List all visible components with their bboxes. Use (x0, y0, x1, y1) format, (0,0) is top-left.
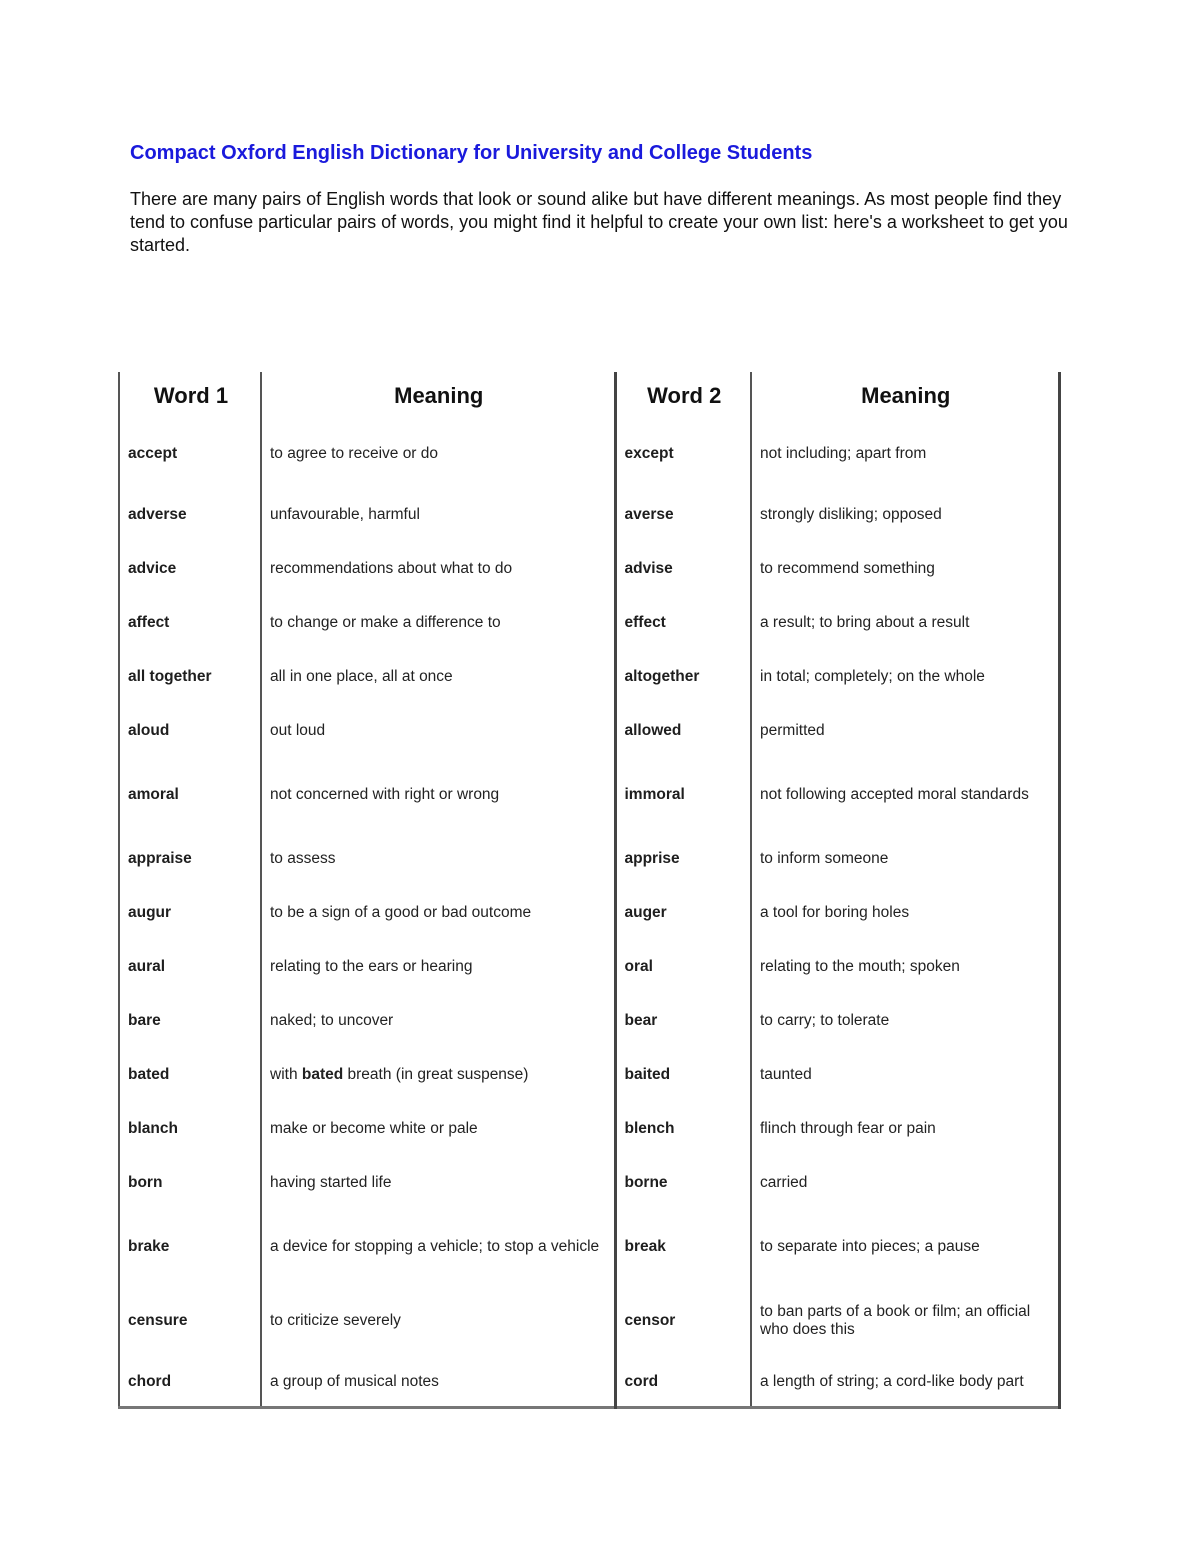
word1-cell: censure (119, 1284, 261, 1358)
word1-cell: affect (119, 596, 261, 650)
header-word1: Word 1 (119, 372, 261, 420)
meaning1-cell: having started life (261, 1156, 615, 1210)
word2-cell: immoral (615, 758, 751, 832)
table-row (119, 1048, 1059, 1102)
table-row (119, 1284, 1059, 1358)
table-row (119, 1210, 1059, 1284)
meaning2-cell: to carry; to tolerate (751, 994, 1059, 1048)
meaning1-suffix: breath (in great suspense) (343, 1066, 529, 1083)
meaning2-cell: carried (751, 1156, 1059, 1210)
word2-cell: altogether (615, 650, 751, 704)
meaning2-cell: permitted (751, 704, 1059, 758)
word1-cell: chord (119, 1358, 261, 1408)
table-row (119, 886, 1059, 940)
word1-cell: all together (119, 650, 261, 704)
header-word2: Word 2 (615, 372, 751, 420)
word1-cell: bated (119, 1048, 261, 1102)
word2-cell: averse (615, 488, 751, 542)
header-meaning2: Meaning (751, 372, 1059, 420)
word1-cell: amoral (119, 758, 261, 832)
word-pairs-table-container (118, 372, 1058, 1409)
word1-cell: aural (119, 940, 261, 994)
meaning2-cell: strongly disliking; opposed (751, 488, 1059, 542)
table-row (119, 1358, 1059, 1408)
word1-cell: advice (119, 542, 261, 596)
meaning2-cell: a length of string; a cord-like body part (751, 1358, 1059, 1408)
word2-cell: auger (615, 886, 751, 940)
meaning1-cell: to criticize severely (261, 1284, 615, 1358)
meaning2-cell: not including; apart from (751, 420, 1059, 488)
meaning1-cell: a device for stopping a vehicle; to stop a vehicle (261, 1210, 615, 1284)
table-row (119, 994, 1059, 1048)
word1-cell: accept (119, 420, 261, 488)
table-row (119, 832, 1059, 886)
word2-cell: baited (615, 1048, 751, 1102)
meaning1-cell: a group of musical notes (261, 1358, 615, 1408)
meaning2-cell: taunted (751, 1048, 1059, 1102)
table-row (119, 596, 1059, 650)
meaning2-cell: flinch through fear or pain (751, 1102, 1059, 1156)
table-header (119, 372, 1059, 420)
word2-cell: blench (615, 1102, 751, 1156)
header-meaning1: Meaning (261, 372, 615, 420)
meaning1-cell: make or become white or pale (261, 1102, 615, 1156)
meaning1-cell: not concerned with right or wrong (261, 758, 615, 832)
meaning2-cell: not following accepted moral standards (751, 758, 1059, 832)
meaning1-bold-word: bated (301, 1066, 344, 1083)
meaning1-cell: to agree to receive or do (261, 420, 615, 488)
word1-cell: brake (119, 1210, 261, 1284)
meaning2-cell: to ban parts of a book or film; an official who does this (751, 1284, 1059, 1358)
word2-cell: effect (615, 596, 751, 650)
word1-cell: bare (119, 994, 261, 1048)
meaning2-cell: to separate into pieces; a pause (751, 1210, 1059, 1284)
table-row (119, 650, 1059, 704)
meaning2-cell: to recommend something (751, 542, 1059, 596)
table-row (119, 758, 1059, 832)
page-title: Compact Oxford English Dictionary for University and College Students (130, 142, 813, 164)
table-row (119, 704, 1059, 758)
meaning1-cell: recommendations about what to do (261, 542, 615, 596)
meaning2-cell: a tool for boring holes (751, 886, 1059, 940)
word2-cell: break (615, 1210, 751, 1284)
word2-cell: borne (615, 1156, 751, 1210)
table-row (119, 488, 1059, 542)
meaning1-cell: unfavourable, harmful (261, 488, 615, 542)
table-row (119, 542, 1059, 596)
word1-cell: appraise (119, 832, 261, 886)
word2-cell: allowed (615, 704, 751, 758)
word2-cell: oral (615, 940, 751, 994)
word2-cell: censor (615, 1284, 751, 1358)
word2-cell: except (615, 420, 751, 488)
word2-cell: apprise (615, 832, 751, 886)
table-body (119, 420, 1059, 1408)
meaning1-cell (261, 1048, 615, 1102)
word1-cell: augur (119, 886, 261, 940)
meaning1-cell: relating to the ears or hearing (261, 940, 615, 994)
header-row (119, 372, 1059, 420)
word1-cell: born (119, 1156, 261, 1210)
table-row (119, 940, 1059, 994)
meaning1-cell: to change or make a difference to (261, 596, 615, 650)
word2-cell: cord (615, 1358, 751, 1408)
meaning2-cell: to inform someone (751, 832, 1059, 886)
word1-cell: adverse (119, 488, 261, 542)
meaning1-cell: out loud (261, 704, 615, 758)
word-pairs-table (118, 372, 1061, 1409)
meaning1-cell: to be a sign of a good or bad outcome (261, 886, 615, 940)
meaning1-cell: to assess (261, 832, 615, 886)
meaning2-cell: a result; to bring about a result (751, 596, 1059, 650)
table-row (119, 420, 1059, 488)
meaning1-prefix: with (270, 1066, 302, 1083)
table-row (119, 1156, 1059, 1210)
intro-paragraph: There are many pairs of English words that look or sound alike but have different meanings. As most people find they tend to confuse particular pairs of words, you might find it helpful to create your own list: here's a worksheet to get you started. (130, 189, 1068, 255)
meaning1-cell: all in one place, all at once (261, 650, 615, 704)
meaning2-cell: in total; completely; on the whole (751, 650, 1059, 704)
word1-cell: blanch (119, 1102, 261, 1156)
meaning1-cell: naked; to uncover (261, 994, 615, 1048)
word1-cell: aloud (119, 704, 261, 758)
table-row (119, 1102, 1059, 1156)
word2-cell: bear (615, 994, 751, 1048)
word2-cell: advise (615, 542, 751, 596)
meaning2-cell: relating to the mouth; spoken (751, 940, 1059, 994)
